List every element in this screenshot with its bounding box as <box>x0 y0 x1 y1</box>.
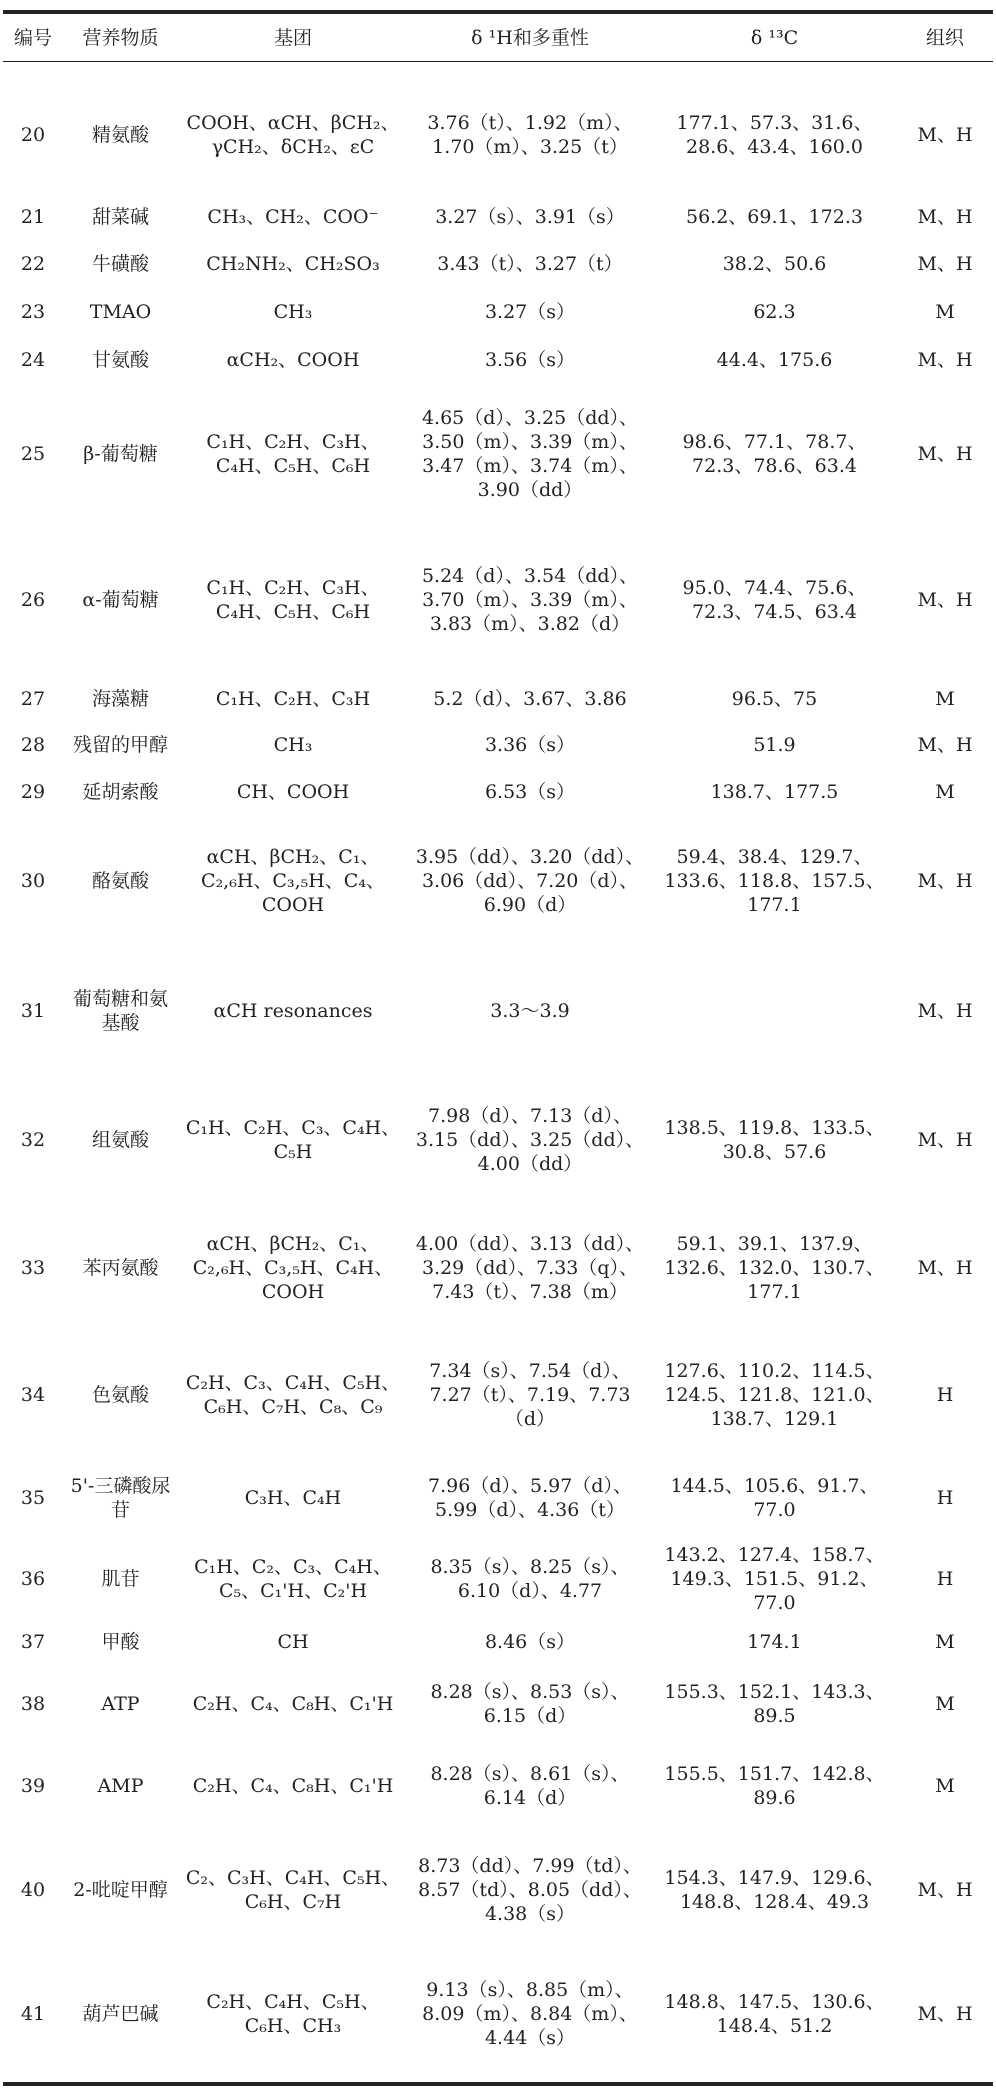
cell-h-shift: 9.13（s）、8.85（m）、8.09（m）、8.84（m）、4.44（s） <box>422 1979 638 2049</box>
header-tissue: 组织 <box>897 14 993 62</box>
table-row <box>3 1620 993 1664</box>
cell-group: CH <box>277 1631 309 1653</box>
cell-h-shift: 7.98（d）、7.13（d）、3.15（dd）、3.25（dd）、4.00（dd） <box>415 1105 645 1175</box>
cell-tissue: H <box>936 1384 954 1406</box>
cell-group: C₂H、C₄、C₈H、C₁'H <box>192 1775 394 1797</box>
cell-c-shift: 62.3 <box>753 301 796 323</box>
header-h-shift: δ ¹H和多重性 <box>408 14 652 62</box>
cell-c-shift: 96.5、75 <box>731 688 818 710</box>
cell-nutrient: TMAO <box>89 301 152 323</box>
cell-tissue: M、H <box>917 1257 973 1279</box>
cell-tissue: M、H <box>917 1129 973 1151</box>
cell-h-shift: 4.65（d）、3.25（dd）、3.50（m）、3.39（m）、3.47（m）、3.74（m）、3.90（dd） <box>421 407 639 501</box>
table-row <box>3 1458 993 1538</box>
cell-h-shift: 3.27（s）、3.91（s） <box>435 206 625 228</box>
cell-no: 37 <box>20 1631 46 1653</box>
table-row <box>3 946 993 1076</box>
cell-group: αCH₂、COOH <box>226 349 360 371</box>
cell-nutrient: 甜菜碱 <box>91 206 149 228</box>
cell-no: 23 <box>20 301 46 323</box>
cell-group: αCH、βCH₂、C₁、C₂,₆H、C₃,₅H、C₄H、COOH <box>192 1233 394 1303</box>
cell-group: C₁H、C₂、C₃、C₄H、C₅、C₁'H、C₂'H <box>194 1556 392 1602</box>
cell-h-shift: 4.00（dd）、3.13（dd）、3.29（dd）、7.33（q）、7.43（t）、7.38（m） <box>415 1233 645 1303</box>
cell-no: 31 <box>20 1000 46 1022</box>
cell-h-shift: 3.95（dd）、3.20（dd）、3.06（dd）、7.20（d）、6.90（d） <box>415 846 645 916</box>
cell-c-shift: 38.2、50.6 <box>722 253 827 275</box>
cell-nutrient: 葫芦巴碱 <box>82 2003 159 2025</box>
cell-nutrient: 葡萄糖和氨基酸 <box>72 988 168 1034</box>
table-row <box>3 722 993 768</box>
cell-h-shift: 3.27（s） <box>484 301 576 323</box>
cell-no: 32 <box>20 1129 46 1151</box>
cell-tissue: M、H <box>917 870 973 892</box>
table-row <box>3 1828 993 1952</box>
cell-h-shift: 6.53（s） <box>484 781 576 803</box>
cell-c-shift: 59.4、38.4、129.7、133.6、118.8、157.5、177.1 <box>664 846 885 916</box>
cell-group: C₂H、C₄H、C₅H、C₆H、CH₃ <box>206 1991 380 2037</box>
cell-no: 29 <box>20 781 46 803</box>
cell-h-shift: 3.43（t）、3.27（t） <box>437 253 623 275</box>
cell-nutrient: 色氨酸 <box>91 1384 149 1406</box>
cell-c-shift: 155.3、152.1、143.3、89.5 <box>664 1681 885 1727</box>
table-row <box>3 194 993 240</box>
cell-group: αCH resonances <box>213 1000 373 1022</box>
cell-c-shift: 44.4、175.6 <box>716 349 833 371</box>
cell-h-shift: 3.56（s） <box>484 349 576 371</box>
cell-no: 35 <box>20 1487 46 1509</box>
table-row <box>3 76 993 194</box>
cell-nutrient: 组氨酸 <box>91 1129 149 1151</box>
cell-c-shift: 155.5、151.7、142.8、89.6 <box>664 1763 885 1809</box>
cell-group: CH₂NH₂、CH₂SO₃ <box>206 253 380 275</box>
cell-c-shift: 56.2、69.1、172.3 <box>685 206 863 228</box>
cell-h-shift: 5.2（d）、3.67、3.86 <box>433 688 627 710</box>
cell-nutrient: 苯丙氨酸 <box>82 1257 159 1279</box>
cell-c-shift: 51.9 <box>753 734 796 756</box>
cell-no: 25 <box>20 443 46 465</box>
cell-nutrient: 延胡索酸 <box>82 781 159 803</box>
header-nutrient: 营养物质 <box>63 14 178 62</box>
table-row <box>3 1332 993 1458</box>
table-row <box>3 768 993 816</box>
cell-group: C₂H、C₃、C₄H、C₅H、C₆H、C₇H、C₈、C₉ <box>185 1372 401 1418</box>
cell-tissue: M <box>935 1775 955 1797</box>
cell-nutrient: 海藻糖 <box>91 688 149 710</box>
cell-group: CH₃、CH₂、COO⁻ <box>207 206 379 228</box>
table-row <box>3 816 993 946</box>
cell-nutrient: 肌苷 <box>101 1568 140 1590</box>
cell-no: 36 <box>20 1568 46 1590</box>
cell-no: 26 <box>20 589 46 611</box>
header-row <box>3 14 993 62</box>
cell-tissue: H <box>936 1568 954 1590</box>
cell-group: C₂、C₃H、C₄H、C₅H、C₆H、C₇H <box>185 1867 401 1913</box>
cell-tissue: M、H <box>917 253 973 275</box>
cell-h-shift: 7.34（s）、7.54（d）、7.27（t）、7.19、7.73（d） <box>429 1360 631 1430</box>
cell-c-shift: 95.0、74.4、75.6、72.3、74.5、63.4 <box>682 577 867 623</box>
cell-tissue: M <box>935 781 955 803</box>
cell-group: C₁H、C₂H、C₃、C₄H、C₅H <box>185 1117 401 1163</box>
cell-no: 34 <box>20 1384 46 1406</box>
cell-no: 24 <box>20 349 46 371</box>
table-row <box>3 1204 993 1332</box>
cell-nutrient: 甘氨酸 <box>91 349 149 371</box>
cell-no: 28 <box>20 734 46 756</box>
cell-tissue: M <box>935 1631 955 1653</box>
cell-h-shift: 7.96（d）、5.97（d）、5.99（d）、4.36（t） <box>428 1475 632 1521</box>
table-row <box>3 240 993 288</box>
cell-no: 33 <box>20 1257 46 1279</box>
cell-c-shift: 148.8、147.5、130.6、148.4、51.2 <box>664 1991 885 2037</box>
table-row <box>3 1076 993 1204</box>
cell-c-shift: 138.7、177.5 <box>710 781 839 803</box>
cell-nutrient: AMP <box>97 1775 144 1797</box>
cell-c-shift: 144.5、105.6、91.7、77.0 <box>670 1475 879 1521</box>
cell-nutrient: α-葡萄糖 <box>82 589 159 611</box>
cell-no: 39 <box>20 1775 46 1797</box>
cell-c-shift: 143.2、127.4、158.7、149.3、151.5、91.2、77.0 <box>664 1544 885 1614</box>
header-no: 编号 <box>3 14 63 62</box>
cell-c-shift: 154.3、147.9、129.6、148.8、128.4、49.3 <box>664 1867 885 1913</box>
header-c-shift: δ ¹³C <box>652 14 897 62</box>
cell-no: 30 <box>20 870 46 892</box>
table-row <box>3 288 993 336</box>
table-row <box>3 676 993 722</box>
cell-h-shift: 8.35（s）、8.25（s）、6.10（d）、4.77 <box>430 1556 630 1602</box>
cell-h-shift: 5.24（d）、3.54（dd）、3.70（m）、3.39（m）、3.83（m）、3.82（d） <box>421 565 639 635</box>
table-row <box>3 336 993 384</box>
table-row <box>3 384 993 524</box>
cell-nutrient: 精氨酸 <box>91 124 149 146</box>
cell-no: 27 <box>20 688 46 710</box>
cell-h-shift: 8.28（s）、8.53（s）、6.15（d） <box>430 1681 630 1727</box>
cell-nutrient: 牛磺酸 <box>91 253 149 275</box>
cell-group: CH、COOH <box>236 781 350 803</box>
cell-no: 40 <box>20 1879 46 1901</box>
cell-h-shift: 3.3～3.9 <box>490 1000 570 1022</box>
cell-group: C₂H、C₄、C₈H、C₁'H <box>192 1693 394 1715</box>
cell-h-shift: 3.36（s） <box>484 734 576 756</box>
cell-c-shift <box>652 946 897 1076</box>
cell-h-shift: 8.28（s）、8.61（s）、6.14（d） <box>430 1763 630 1809</box>
cell-h-shift: 8.46（s） <box>484 1631 576 1653</box>
table-row <box>3 524 993 676</box>
cell-tissue: M、H <box>917 1879 973 1901</box>
cell-tissue: M、H <box>917 124 973 146</box>
cell-no: 20 <box>20 124 46 146</box>
cell-group: C₁H、C₂H、C₃H、C₄H、C₅H、C₆H <box>206 431 380 477</box>
cell-tissue: H <box>936 1487 954 1509</box>
cell-c-shift: 177.1、57.3、31.6、28.6、43.4、160.0 <box>676 112 873 158</box>
cell-tissue: M、H <box>917 349 973 371</box>
cell-nutrient: 酪氨酸 <box>91 870 149 892</box>
cell-tissue: M <box>935 688 955 710</box>
cell-nutrient: β-葡萄糖 <box>83 443 158 465</box>
header-group: 基团 <box>178 14 408 62</box>
cell-group: αCH、βCH₂、C₁、C₂,₆H、C₃,₅H、C₄、COOH <box>201 846 385 916</box>
table-row <box>3 1664 993 1744</box>
cell-group: C₁H、C₂H、C₃H、C₄H、C₅H、C₆H <box>206 577 380 623</box>
cell-tissue: M、H <box>917 443 973 465</box>
cell-tissue: M <box>935 301 955 323</box>
cell-tissue: M、H <box>917 1000 973 1022</box>
cell-h-shift: 8.73（dd）、7.99（td）、8.57（td）、8.05（dd）、4.38（s） <box>418 1855 642 1925</box>
cell-tissue: M、H <box>917 2003 973 2025</box>
cell-c-shift: 127.6、110.2、114.5、124.5、121.8、121.0、138.7、129.1 <box>664 1360 885 1430</box>
cell-group: COOH、αCH、βCH₂、γCH₂、δCH₂、εC <box>186 112 400 158</box>
table-row <box>3 1538 993 1620</box>
cell-group: C₁H、C₂H、C₃H <box>215 688 371 710</box>
cell-tissue: M、H <box>917 734 973 756</box>
cell-c-shift: 59.1、39.1、137.9、132.6、132.0、130.7、177.1 <box>664 1233 885 1303</box>
cell-h-shift: 3.76（t）、1.92（m）、1.70（m）、3.25（t） <box>427 112 633 158</box>
cell-group: C₃H、C₄H <box>244 1487 342 1509</box>
cell-nutrient: ATP <box>101 1693 140 1715</box>
cell-group: CH₃ <box>273 301 313 323</box>
table-row <box>3 1744 993 1828</box>
cell-tissue: M、H <box>917 206 973 228</box>
cell-nutrient: 残留的甲醇 <box>72 734 168 756</box>
cell-nutrient: 5'-三磷酸尿苷 <box>70 1475 171 1521</box>
cell-c-shift: 138.5、119.8、133.5、30.8、57.6 <box>664 1117 885 1163</box>
cell-group: CH₃ <box>273 734 313 756</box>
cell-no: 38 <box>20 1693 46 1715</box>
cell-nutrient: 2-吡啶甲醇 <box>73 1879 168 1901</box>
table-row <box>3 1952 993 2076</box>
cell-tissue: M <box>935 1693 955 1715</box>
cell-c-shift: 98.6、77.1、78.7、72.3、78.6、63.4 <box>682 431 867 477</box>
cell-no: 41 <box>20 2003 46 2025</box>
cell-no: 22 <box>20 253 46 275</box>
cell-nutrient: 甲酸 <box>101 1631 140 1653</box>
cell-tissue: M、H <box>917 589 973 611</box>
cell-c-shift: 174.1 <box>747 1631 802 1653</box>
cell-no: 21 <box>20 206 46 228</box>
nmr-table <box>3 10 993 2086</box>
